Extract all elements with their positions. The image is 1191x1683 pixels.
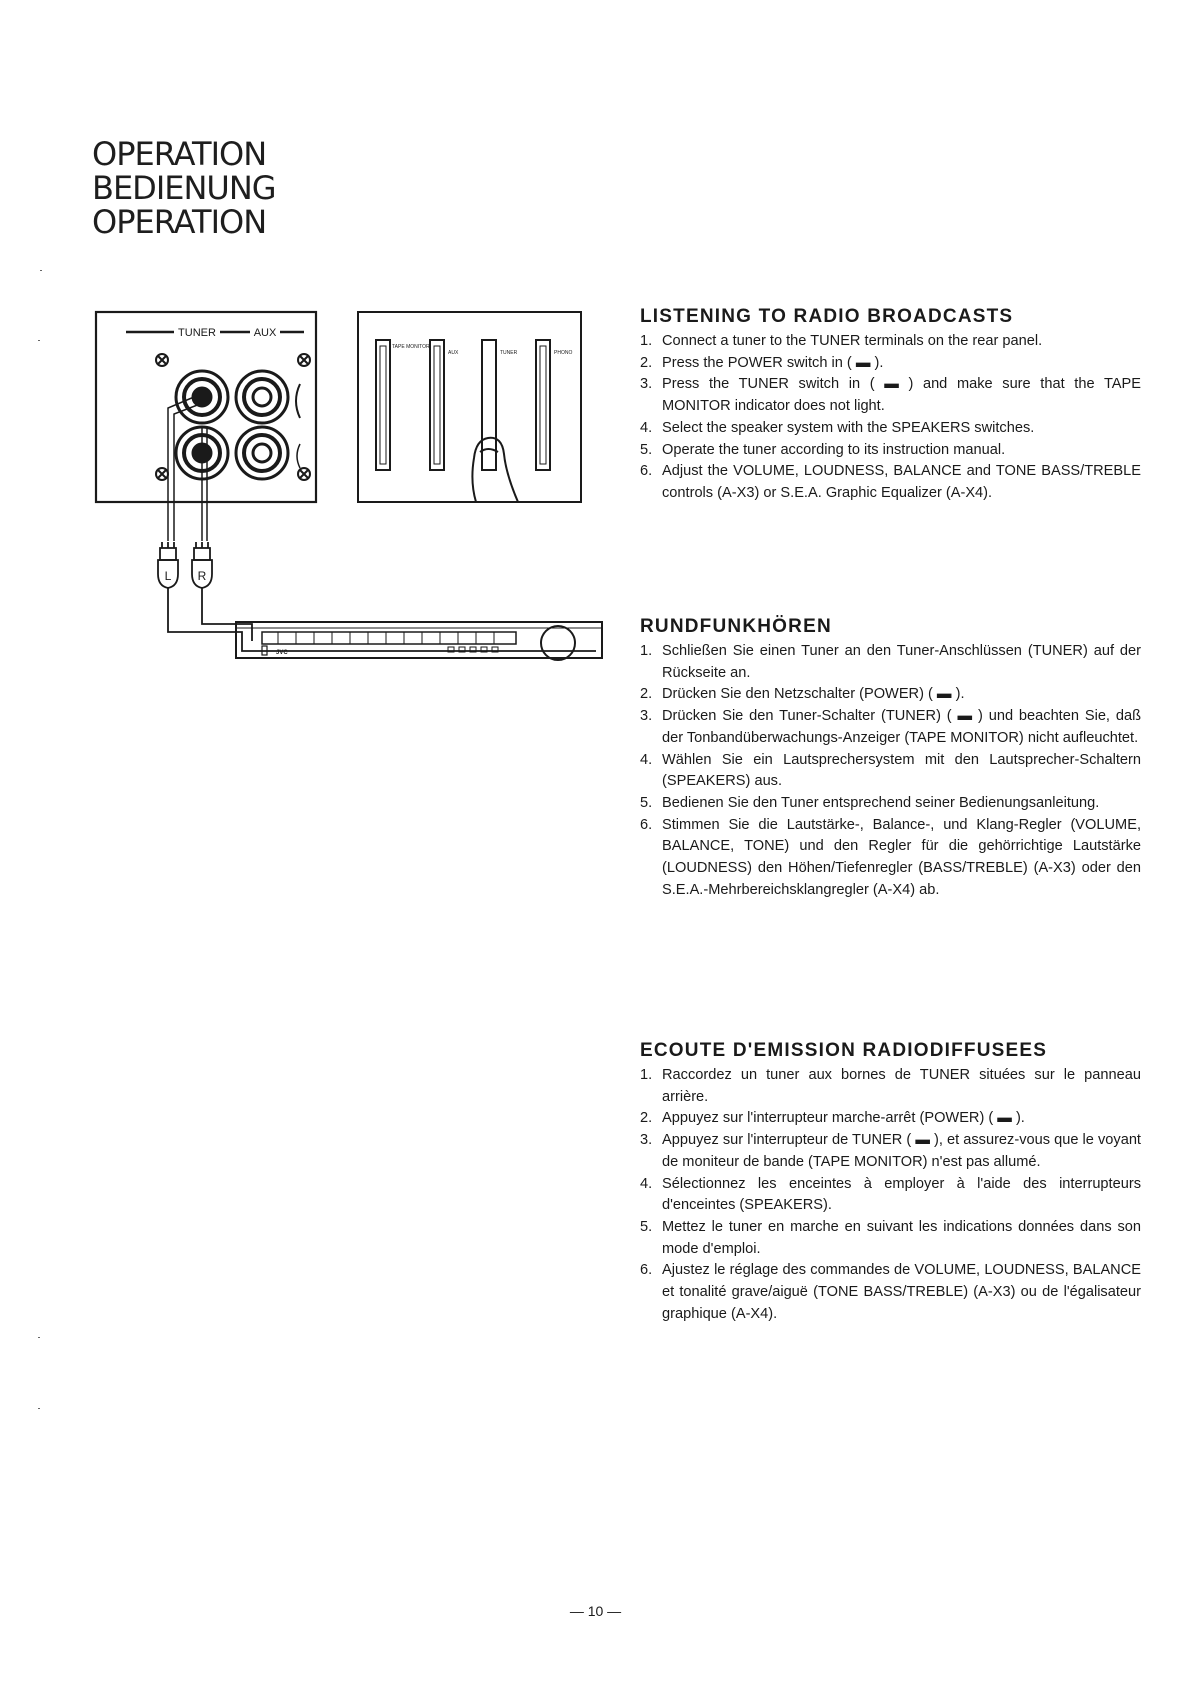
tuner-l-jack-icon: [176, 371, 228, 423]
scan-speck: [40, 270, 42, 271]
scan-speck: [38, 1337, 40, 1338]
tuner-brand-logo: JVC: [276, 650, 288, 656]
steps-french: [636, 1065, 1141, 1325]
steps-english: [636, 331, 1141, 505]
step-item: 1. Schließen Sie einen Tuner an den Tuner-Anschlüssen (TUNER) auf der Rückseite an.: [640, 643, 1141, 681]
aux-l-jack-icon: [236, 371, 288, 423]
step-item: 6. Stimmen Sie die Lautstärke-, Balance-, und Klang-Regler (VOLUME, BALANCE, TONE) und den Regler für die gehörrichtige Lautstärke (LOUDNESS) den Höhen/Tiefenregler (BASS/TREBLE) (A-X3) oder den S.E.A.-Mehrbereichsklangregler (A-X4) ab.: [640, 816, 1141, 898]
heading-german: BEDIENUNG: [92, 169, 276, 207]
step-item: 6. Ajustez le réglage des commandes de VOLUME, LOUDNESS, BALANCE et tonalité grave/aiguë (TONE BASS/TREBLE) (A-X3) ou de l'égalisateur graphique (A-X4).: [640, 1262, 1141, 1322]
step-item: 2. Drücken Sie den Netzschalter (POWER) ( ▬ ).: [640, 686, 965, 703]
rear-panel-tuner-label: TUNER: [178, 327, 216, 339]
page-headings: [92, 137, 276, 239]
step-item: 4. Select the speaker system with the SPEAKERS switches.: [640, 419, 1035, 436]
step-item: 1. Raccordez un tuner aux bornes de TUNER situées sur le panneau arrière.: [640, 1067, 1141, 1105]
section-english: [636, 306, 1141, 505]
switch-label-tuner: TUNER: [500, 350, 518, 356]
step-item: 6. Adjust the VOLUME, LOUDNESS, BALANCE and TONE BASS/TREBLE controls (A-X3) or S.E.A. Graphic Equalizer (A-X4).: [640, 463, 1141, 501]
step-item: 3. Drücken Sie den Tuner-Schalter (TUNER) ( ▬ ) und beachten Sie, daß der Tonbandüberwachungs-Anzeiger (TAPE MONITOR) nicht aufleuchtet.: [640, 708, 1141, 746]
screw-icon: [156, 468, 168, 480]
step-item: 3. Appuyez sur l'interrupteur de TUNER ( ▬ ), et assurez-vous que le voyant de moniteur de bande (TAPE MONITOR) n'est pas allumé.: [640, 1132, 1141, 1170]
step-item: 4. Sélectionnez les enceintes à employer à l'aide des interrupteurs d'enceintes (SPEAKERS).: [640, 1175, 1141, 1214]
section-title-english: LISTENING TO RADIO BROADCASTS: [640, 306, 1014, 327]
step-item: 2. Appuyez sur l'interrupteur marche-arrêt (POWER) ( ▬ ).: [640, 1110, 1025, 1127]
aux-r-jack-icon: [236, 427, 288, 479]
plug-label-l: L: [164, 569, 172, 583]
rear-panel-aux-label: AUX: [253, 327, 277, 339]
section-french: [636, 1040, 1141, 1325]
left-rca-plug: [158, 542, 596, 651]
steps-german: [636, 641, 1141, 901]
heading-english: OPERATION: [92, 135, 267, 173]
scan-speck: [38, 1408, 40, 1409]
section-german: [636, 616, 1141, 901]
step-item: 5. Bedienen Sie den Tuner entsprechend seiner Bedienungsanleitung.: [640, 794, 1100, 811]
screw-icon: [298, 354, 310, 366]
section-title-french: ECOUTE D'EMISSION RADIODIFFUSEES: [640, 1040, 1048, 1061]
rear-panel: [96, 312, 316, 502]
screw-icon: [298, 468, 310, 480]
tuner-unit: [236, 622, 602, 660]
tuning-knob: [541, 626, 575, 660]
step-item: 4. Wählen Sie ein Lautsprechersystem mit den Lautsprecher-Schaltern (SPEAKERS) aus.: [640, 751, 1141, 790]
section-title-german: RUNDFUNKHÖREN: [640, 616, 832, 637]
page-number: — 10 —: [569, 1603, 622, 1619]
tuner-connection-diagram: [90, 306, 610, 706]
step-item: 3. Press the TUNER switch in ( ▬ ) and make sure that the TAPE MONITOR indicator does not light.: [640, 376, 1141, 415]
step-item: 1. Connect a tuner to the TUNER terminals on the rear panel.: [640, 333, 1043, 349]
screw-icon: [156, 354, 168, 366]
plug-label-r: R: [197, 569, 207, 583]
step-item: 5. Operate the tuner according to its instruction manual.: [640, 441, 1006, 458]
switch-label-aux: AUX: [448, 350, 459, 356]
switch-label-tape-monitor: TAPE MONITOR: [392, 344, 430, 350]
switch-label-phono: PHONO: [554, 350, 573, 356]
step-item: 2. Press the POWER switch in ( ▬ ).: [640, 354, 884, 371]
right-rca-plug: [192, 542, 252, 641]
heading-french: OPERATION: [92, 203, 267, 241]
scan-speck: [38, 340, 40, 341]
step-item: 5. Mettez le tuner en marche en suivant les indications données dans son mode d'emploi.: [640, 1218, 1141, 1257]
front-switch-panel: [358, 312, 581, 502]
